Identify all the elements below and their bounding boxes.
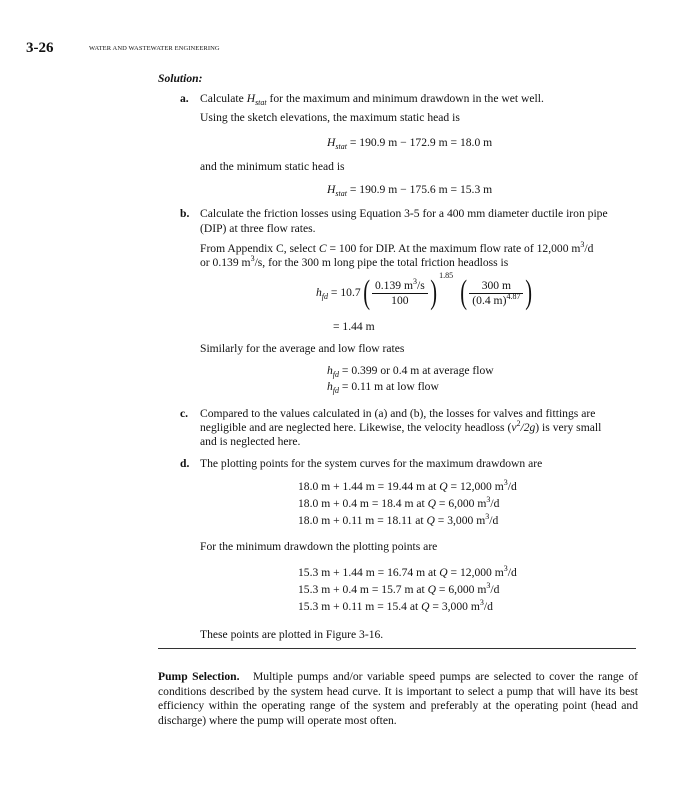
part-c-label: c. [180, 407, 189, 420]
part-b-similarly: Similarly for the average and low flow rates [200, 342, 405, 355]
solution-end-rule [158, 648, 636, 649]
equation-max-static-head: $H_{stat} = 190.9$ m − 172.9 m = 18.0 m [327, 136, 493, 151]
part-c-line1: c. Compared to the values calculated in (a) and (b), the losses for valves and fittings are [180, 407, 596, 420]
exponent-185: 1.85 [439, 271, 454, 280]
equation-avg-flow: $h_{fd} = 0.399$ or 0.4 m at average flow [327, 364, 494, 379]
solution-heading: Solution: [158, 72, 203, 85]
pump-selection-heading: Pump Selection. [158, 670, 240, 683]
part-d-min-text: For the minimum drawdown the plotting points are [200, 540, 438, 553]
part-c-line3: and is neglected here. [200, 435, 301, 448]
part-a-intro: a. Calculate $H_{stat}$ for the maximum and minimum drawdown in the wet well. [180, 92, 544, 107]
equation-low-flow: $h_{fd} = 0.11$ m at low flow [327, 380, 439, 395]
part-d-line1: d. The plotting points for the system curves for the maximum drawdown are [180, 457, 543, 470]
running-title: WATER AND WASTEWATER ENGINEERING [89, 45, 220, 52]
friction-headloss-equation: $h_{fd} = 10.7$( $\frac{0.139 m^3/s}{100}$ ) $^{1.85}$ ( $\frac{300 m}{(0.4 m)^{4.87}}$ ) [316, 271, 533, 312]
part-b-line1: b. Calculate the friction losses using Equation 3-5 for a 400 mm diameter ductile iron pipe [180, 207, 608, 220]
part-d-label: d. [180, 457, 190, 470]
part-a-sketch-text: Using the sketch elevations, the maximum static head is [200, 111, 460, 124]
part-c-line2: negligible and are neglected here. Likewise, the velocity headloss $(v^2/2g)$ is very small [200, 419, 602, 434]
fraction-length-over-diameter: $\frac{300 m}{(0.4 m)^{4.87}}$ [469, 279, 523, 308]
min-point-2: 15.3 m + 0.4 m = 15.7 m at Q = 6,000 $m^3/d$ [298, 581, 500, 596]
part-b-para-line1: From Appendix C, select C = 100 for DIP. At the maximum flow rate of 12,000 $m^3/d$ [200, 240, 594, 255]
max-point-3: 18.0 m + 0.11 m = 18.11 at Q = 3,000 $m^3/d$ [298, 512, 499, 527]
min-point-3: 15.3 m + 0.11 m = 15.4 at Q = 3,000 $m^3/d$ [298, 598, 493, 613]
equation-min-static-head: $H_{stat} = 190.9$ m − 175.6 m = 15.3 m [327, 183, 493, 198]
min-point-1: 15.3 m + 1.44 m = 16.74 m at Q = 12,000 $m^3/d$ [298, 564, 517, 579]
pump-selection-paragraph [158, 670, 638, 728]
max-point-1: 18.0 m + 1.44 m = 19.44 m at Q = 12,000 $m^3/d$ [298, 478, 517, 493]
part-b-label: b. [180, 207, 190, 220]
pump-selection-body: Multiple pumps and/or variable speed pumps are selected to cover the range of conditions described by the system head curve. It is important to select a pump that will have its best efficiency within the operating range of the system and preferably at the operating point (head and discharge) where the pump will operate most often. [158, 670, 638, 727]
part-b-line2: (DIP) at three flow rates. [200, 222, 316, 235]
part-d-plotted: These points are plotted in Figure 3-16. [200, 628, 384, 641]
part-a-min-text: and the minimum static head is [200, 160, 345, 173]
max-point-2: 18.0 m + 0.4 m = 18.4 m at Q = 6,000 $m^3/d$ [298, 495, 500, 510]
part-a-label: a. [180, 92, 189, 105]
part-b-para-line2: or 0.139 $m^3/s$, for the 300 m long pipe the total friction headloss is [200, 254, 509, 269]
page-header [26, 40, 666, 60]
page-number: 3-26 [26, 40, 54, 56]
fraction-flow-over-c: $\frac{0.139 m^3/s}{100}$ [372, 279, 428, 308]
friction-headloss-result: = 1.44 m [333, 320, 375, 333]
